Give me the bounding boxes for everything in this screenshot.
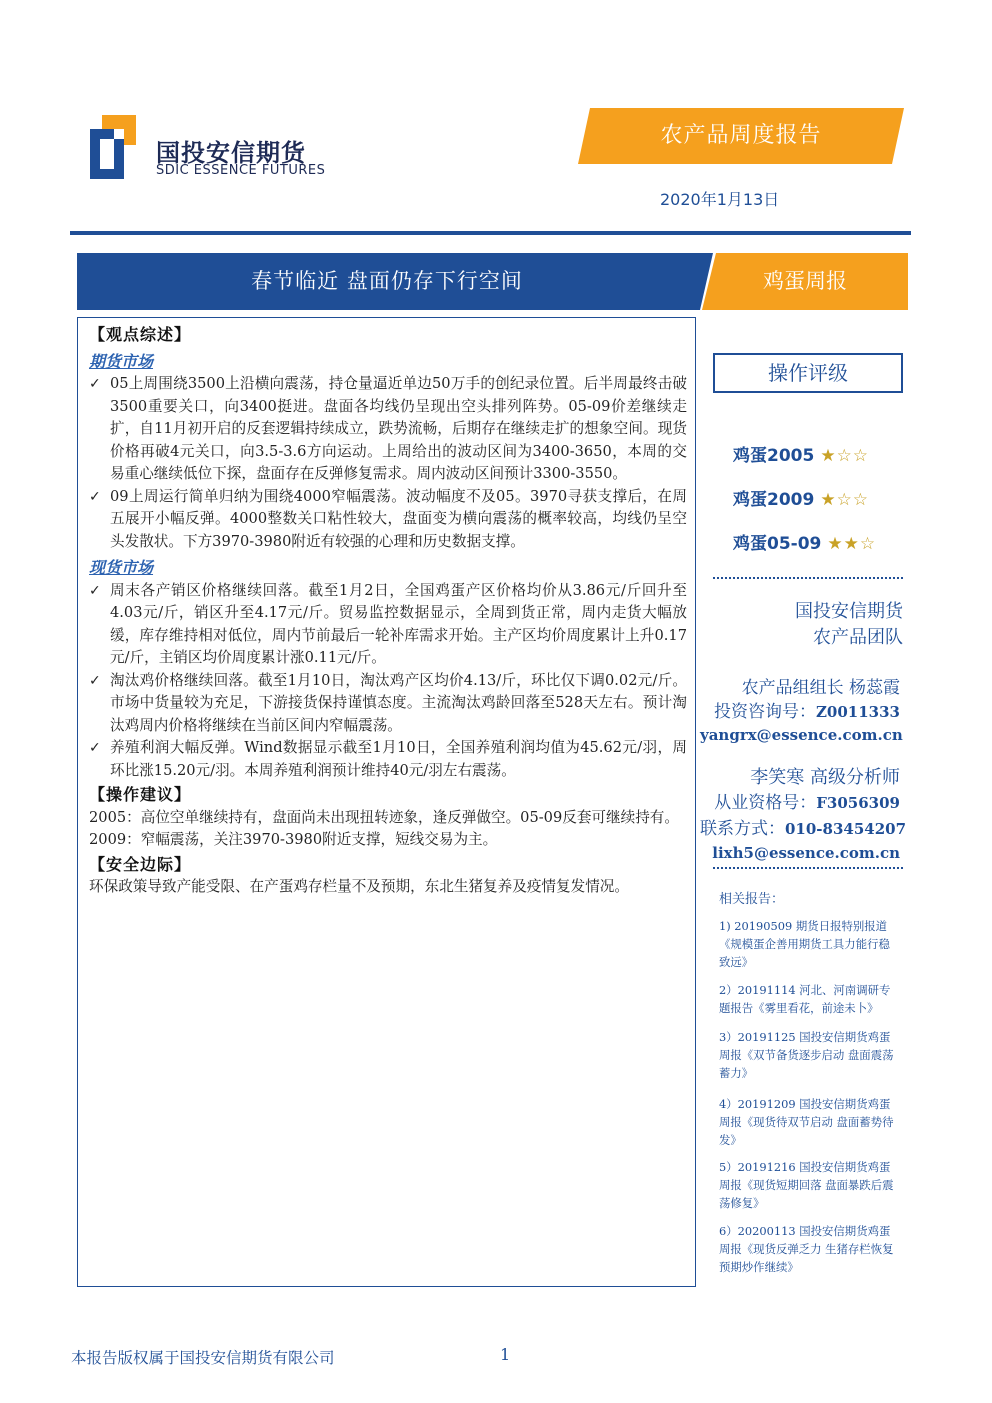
- spot-market-heading: 现货市场: [89, 558, 154, 577]
- company-logo: [90, 115, 326, 185]
- main-content: [89, 324, 687, 899]
- sidebar-divider: [713, 867, 903, 869]
- analyst2-block: [700, 766, 907, 864]
- rating-label: 鸡蛋2005: [733, 446, 815, 466]
- star-rating-icon: ★☆☆: [820, 490, 870, 510]
- main-content-box: [77, 317, 696, 1287]
- analyst1-title: 农产品组组长 杨蕊霞: [741, 678, 900, 698]
- team-name: 农产品团队: [813, 627, 903, 648]
- analyst1-block: [700, 676, 903, 746]
- analyst1-cert-label: 投资咨询号：: [713, 702, 816, 722]
- related-report-item: 6）20200113 国投安信期货鸡蛋周报《现货反弹乏力 生猪存栏恢复预期炒作继续》: [719, 1224, 894, 1274]
- spot-bullet: ✓ 淘汰鸡价格继续回落。截至1月10日，淘汰鸡产区均价4.13/斤，环比仅下调0.02元/斤。市场中货量较为充足，下游接货保持谨慎态度。主流淘汰鸡龄回落至528天左右。预计淘汰鸡周内价格将继续在当前区间内窄幅震荡。: [89, 670, 687, 738]
- related-report-item: 1) 20190509 期货日报特别报道《规模蛋企善用期货工具力能行稳致远》: [719, 919, 890, 969]
- logo-en-text: SDIC ESSENCE FUTURES: [156, 163, 326, 178]
- rating-title-box: 操作评级: [713, 353, 903, 393]
- category-banner: [702, 253, 908, 310]
- title-banner: [77, 253, 717, 310]
- rating-label: 鸡蛋2009: [733, 490, 815, 510]
- safety-heading: 【安全边际】: [89, 854, 192, 874]
- rating-row: [733, 441, 913, 466]
- page-number: 1: [500, 1345, 511, 1364]
- analyst2-title: 李笑寒 高级分析师: [750, 767, 900, 788]
- spot-bullet: ✓ 养殖利润大幅反弹。Wind数据显示截至1月10日，全国养殖利润均值为45.62元/羽，周环比涨15.20元/羽。本周养殖利润预计维持40元/羽左右震荡。: [89, 737, 687, 782]
- footer-copyright: 本报告版权属于国投安信期货有限公司: [71, 1349, 335, 1367]
- rating-label: 鸡蛋05-09: [733, 534, 822, 554]
- sidebar-divider: [713, 577, 903, 579]
- related-report-item: 4）20191209 国投安信期货鸡蛋周报《现货待双节启动 盘面蓄势待发》: [719, 1097, 894, 1147]
- logo-cn-text: 国投安信期货: [156, 139, 306, 167]
- spot-bullet: ✓ 周末各产销区价格继续回落。截至1月2日，全国鸡蛋产区价格均价从3.86元/斤回升至4.03元/斤，销区升至4.17元/斤。贸易监控数据显示，全周到货正常，周内走货大幅放缓，库存维持相对低位，周内节前最后一轮补库需求开始。主产区均价周度累计上升0.17元/斤，主销区均价周度累计涨0.11元/斤。: [89, 580, 687, 670]
- analyst2-phone-label: 联系方式：: [700, 819, 785, 839]
- report-date: 2020年1月13日: [660, 190, 780, 209]
- report-type-banner: [578, 108, 904, 164]
- analyst1-cert: Z0011333: [815, 703, 900, 721]
- analyst2-email[interactable]: lixh5@essence.com.cn: [712, 844, 900, 862]
- logo-mark-icon: [90, 115, 136, 179]
- category-label: 鸡蛋周报: [763, 269, 847, 293]
- analyst1-email[interactable]: yangrx@essence.com.cn: [700, 726, 903, 744]
- related-report-item: 3）20191125 国投安信期货鸡蛋周报《双节备货逐步启动 盘面震荡蓄力》: [719, 1030, 894, 1080]
- rating-row: [733, 485, 913, 510]
- operation-line: 2009：窄幅震荡，关注3970-3980附近支撑，短线交易为主。: [89, 831, 498, 848]
- analyst2-cert-label: 从业资格号：: [714, 793, 817, 813]
- safety-text: 环保政策导致产能受限、在产蛋鸡存栏量不及预期，东北生猪复养及疫情复发情况。: [89, 878, 629, 895]
- rating-row: [733, 529, 913, 554]
- viewpoint-heading: 【观点综述】: [89, 325, 192, 344]
- star-rating-icon: ★☆☆: [820, 446, 870, 466]
- related-report-item: 5）20191216 国投安信期货鸡蛋周报《现货短期回落 盘面暴跌后震荡修复》: [719, 1160, 894, 1210]
- futures-bullet: ✓ 09上周运行简单归纳为围绕4000窄幅震荡。波动幅度不及05。3970寻获支撑后，在周五展开小幅反弹。4000整数关口粘性较大，盘面变为横向震荡的概率较高，均线仍呈空头发散状。下方3970-3980附近有较强的心理和历史数据支撑。: [89, 486, 687, 554]
- operation-line: 2005：高位空单继续持有，盘面尚未出现扭转迹象，逢反弹做空。05-09反套可继续持有。: [89, 808, 679, 826]
- analyst2-phone: 010-83454207: [785, 820, 907, 838]
- header-divider: [70, 231, 911, 235]
- analyst2-cert: F3056309: [816, 794, 900, 812]
- team-company: 国投安信期货: [795, 601, 903, 622]
- star-rating-icon: ★★☆: [827, 534, 877, 554]
- futures-market-heading: 期货市场: [89, 351, 154, 371]
- operation-heading: 【操作建议】: [89, 785, 192, 804]
- team-block: [713, 599, 903, 651]
- futures-bullet: ✓ 05上周围绕3500上沿横向震荡，持仓量逼近单边50万手的创纪录位置。后半周最终击破3500重要关口，向3400挺进。盘面各均线仍呈现出空头排列阵势。05-09价差继续走扩，自11月初开启的反套逻辑持续成立，跌势流畅，后期存在继续走扩的想象空间。现货价格再破4元关口，向3.5-3.6方向运动。上周给出的波动区间为3400-3650，本周的交易重心继续低位下探，盘面存在反弹修复需求。周内波动区间预计3300-3550。: [89, 373, 687, 486]
- report-type-label: 农产品周度报告: [660, 123, 822, 148]
- report-title: 春节临近 盘面仍存下行空间: [251, 269, 523, 293]
- related-report-item: 2）20191114 河北、河南调研专题报告《雾里看花，前途未卜》: [719, 983, 891, 1015]
- related-reports-heading: 相关报告：: [719, 892, 785, 907]
